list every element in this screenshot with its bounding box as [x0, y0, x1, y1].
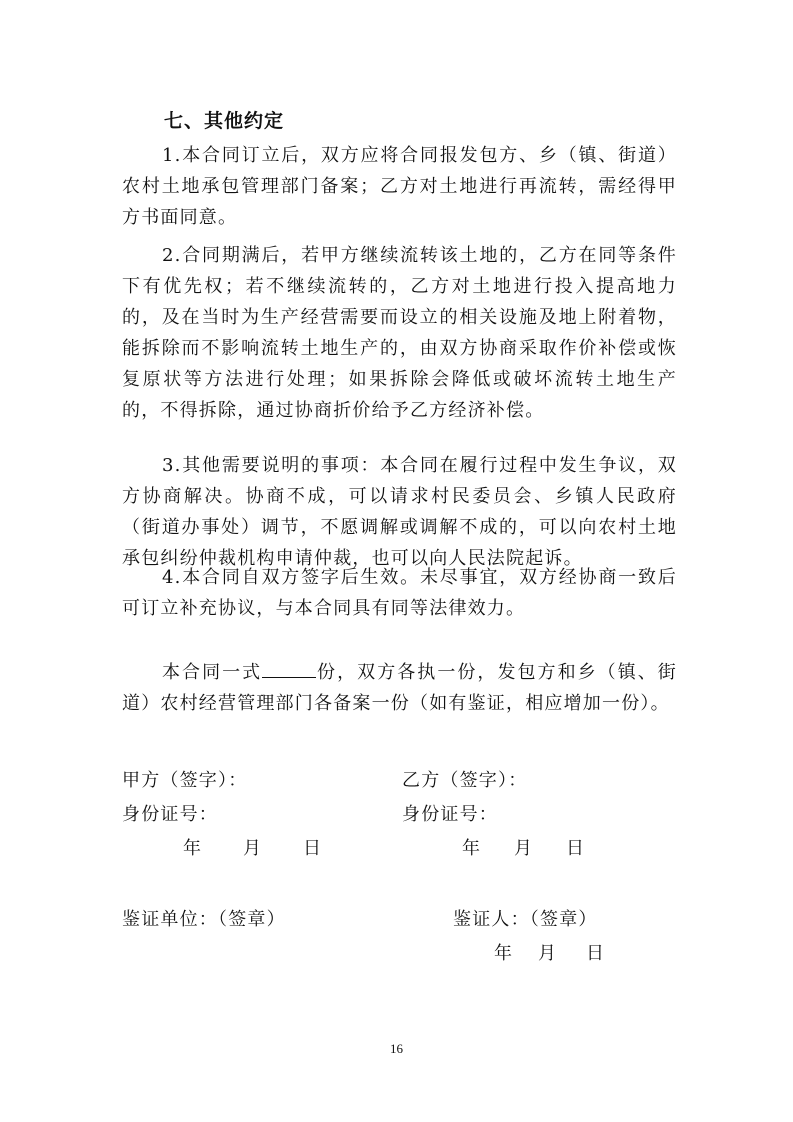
clause-3: 3.其他需要说明的事项：本合同在履行过程中发生争议，双方协商解决。协商不成，可以请求村民委员会、乡镇人民政府（街道办事处）调节，不愿调解或调解不成的，可以向农村土地承包纠纷仲裁机构申请仲裁，也可以向人民法院起诉。 [122, 455, 677, 569]
copies-clause [122, 657, 677, 719]
date-year: 年 [494, 943, 512, 964]
party-a-date [183, 834, 321, 860]
date-month: 月 [243, 838, 261, 859]
date-year: 年 [183, 838, 201, 859]
date-day: 日 [566, 838, 584, 859]
party-b-signature-label: 乙方（签字）： [402, 770, 528, 791]
verifier-label: 鉴证人：（签章） [453, 909, 598, 930]
date-day: 日 [303, 838, 321, 859]
date-month: 月 [514, 838, 532, 859]
copies-clause-end: 份，双方各执一份，发包方和乡（镇、街道）农村经营管理部门各备案一份（如有鉴证，相应增加一份）。 [122, 662, 677, 714]
party-b-date [462, 834, 584, 860]
clause-1: 1.本合同订立后，双方应将合同报发包方、乡（镇、街道）农村土地承包管理部门备案；乙方对土地进行再流转，需经得甲方书面同意。 [122, 145, 677, 228]
date-month: 月 [538, 943, 556, 964]
date-day: 日 [586, 943, 604, 964]
copies-clause-start: 本合同一式 [162, 662, 263, 683]
clause-4: 4.本合同自双方签字后生效。未尽事宜，双方经协商一致后可订立补充协议，与本合同具有同等法律效力。 [122, 567, 677, 619]
clause-2: 2.合同期满后，若甲方继续流转该土地的，乙方在同等条件下有优先权；若不继续流转的，乙方对土地进行投入提高地力的，及在当时为生产经营需要而设立的相关设施及地上附着物，能拆除而不影响流转土地生产的，由双方协商采取作价补偿或恢复原状等方法进行处理；如果拆除会降低或破坏流转土地生产的，不得拆除，通过协商折价给予乙方经济补偿。 [122, 245, 677, 421]
date-year: 年 [462, 838, 480, 859]
party-a-id-label: 身份证号： [122, 804, 218, 825]
copies-blank [262, 663, 316, 678]
party-a-signature-label: 甲方（签字）： [122, 770, 248, 791]
verification-date [494, 939, 604, 965]
verification-unit-label: 鉴证单位：（签章） [122, 909, 286, 930]
party-b-id-label: 身份证号： [402, 804, 498, 825]
section-heading: 七、其他约定 [164, 110, 285, 132]
page-number: 16 [390, 1041, 403, 1056]
